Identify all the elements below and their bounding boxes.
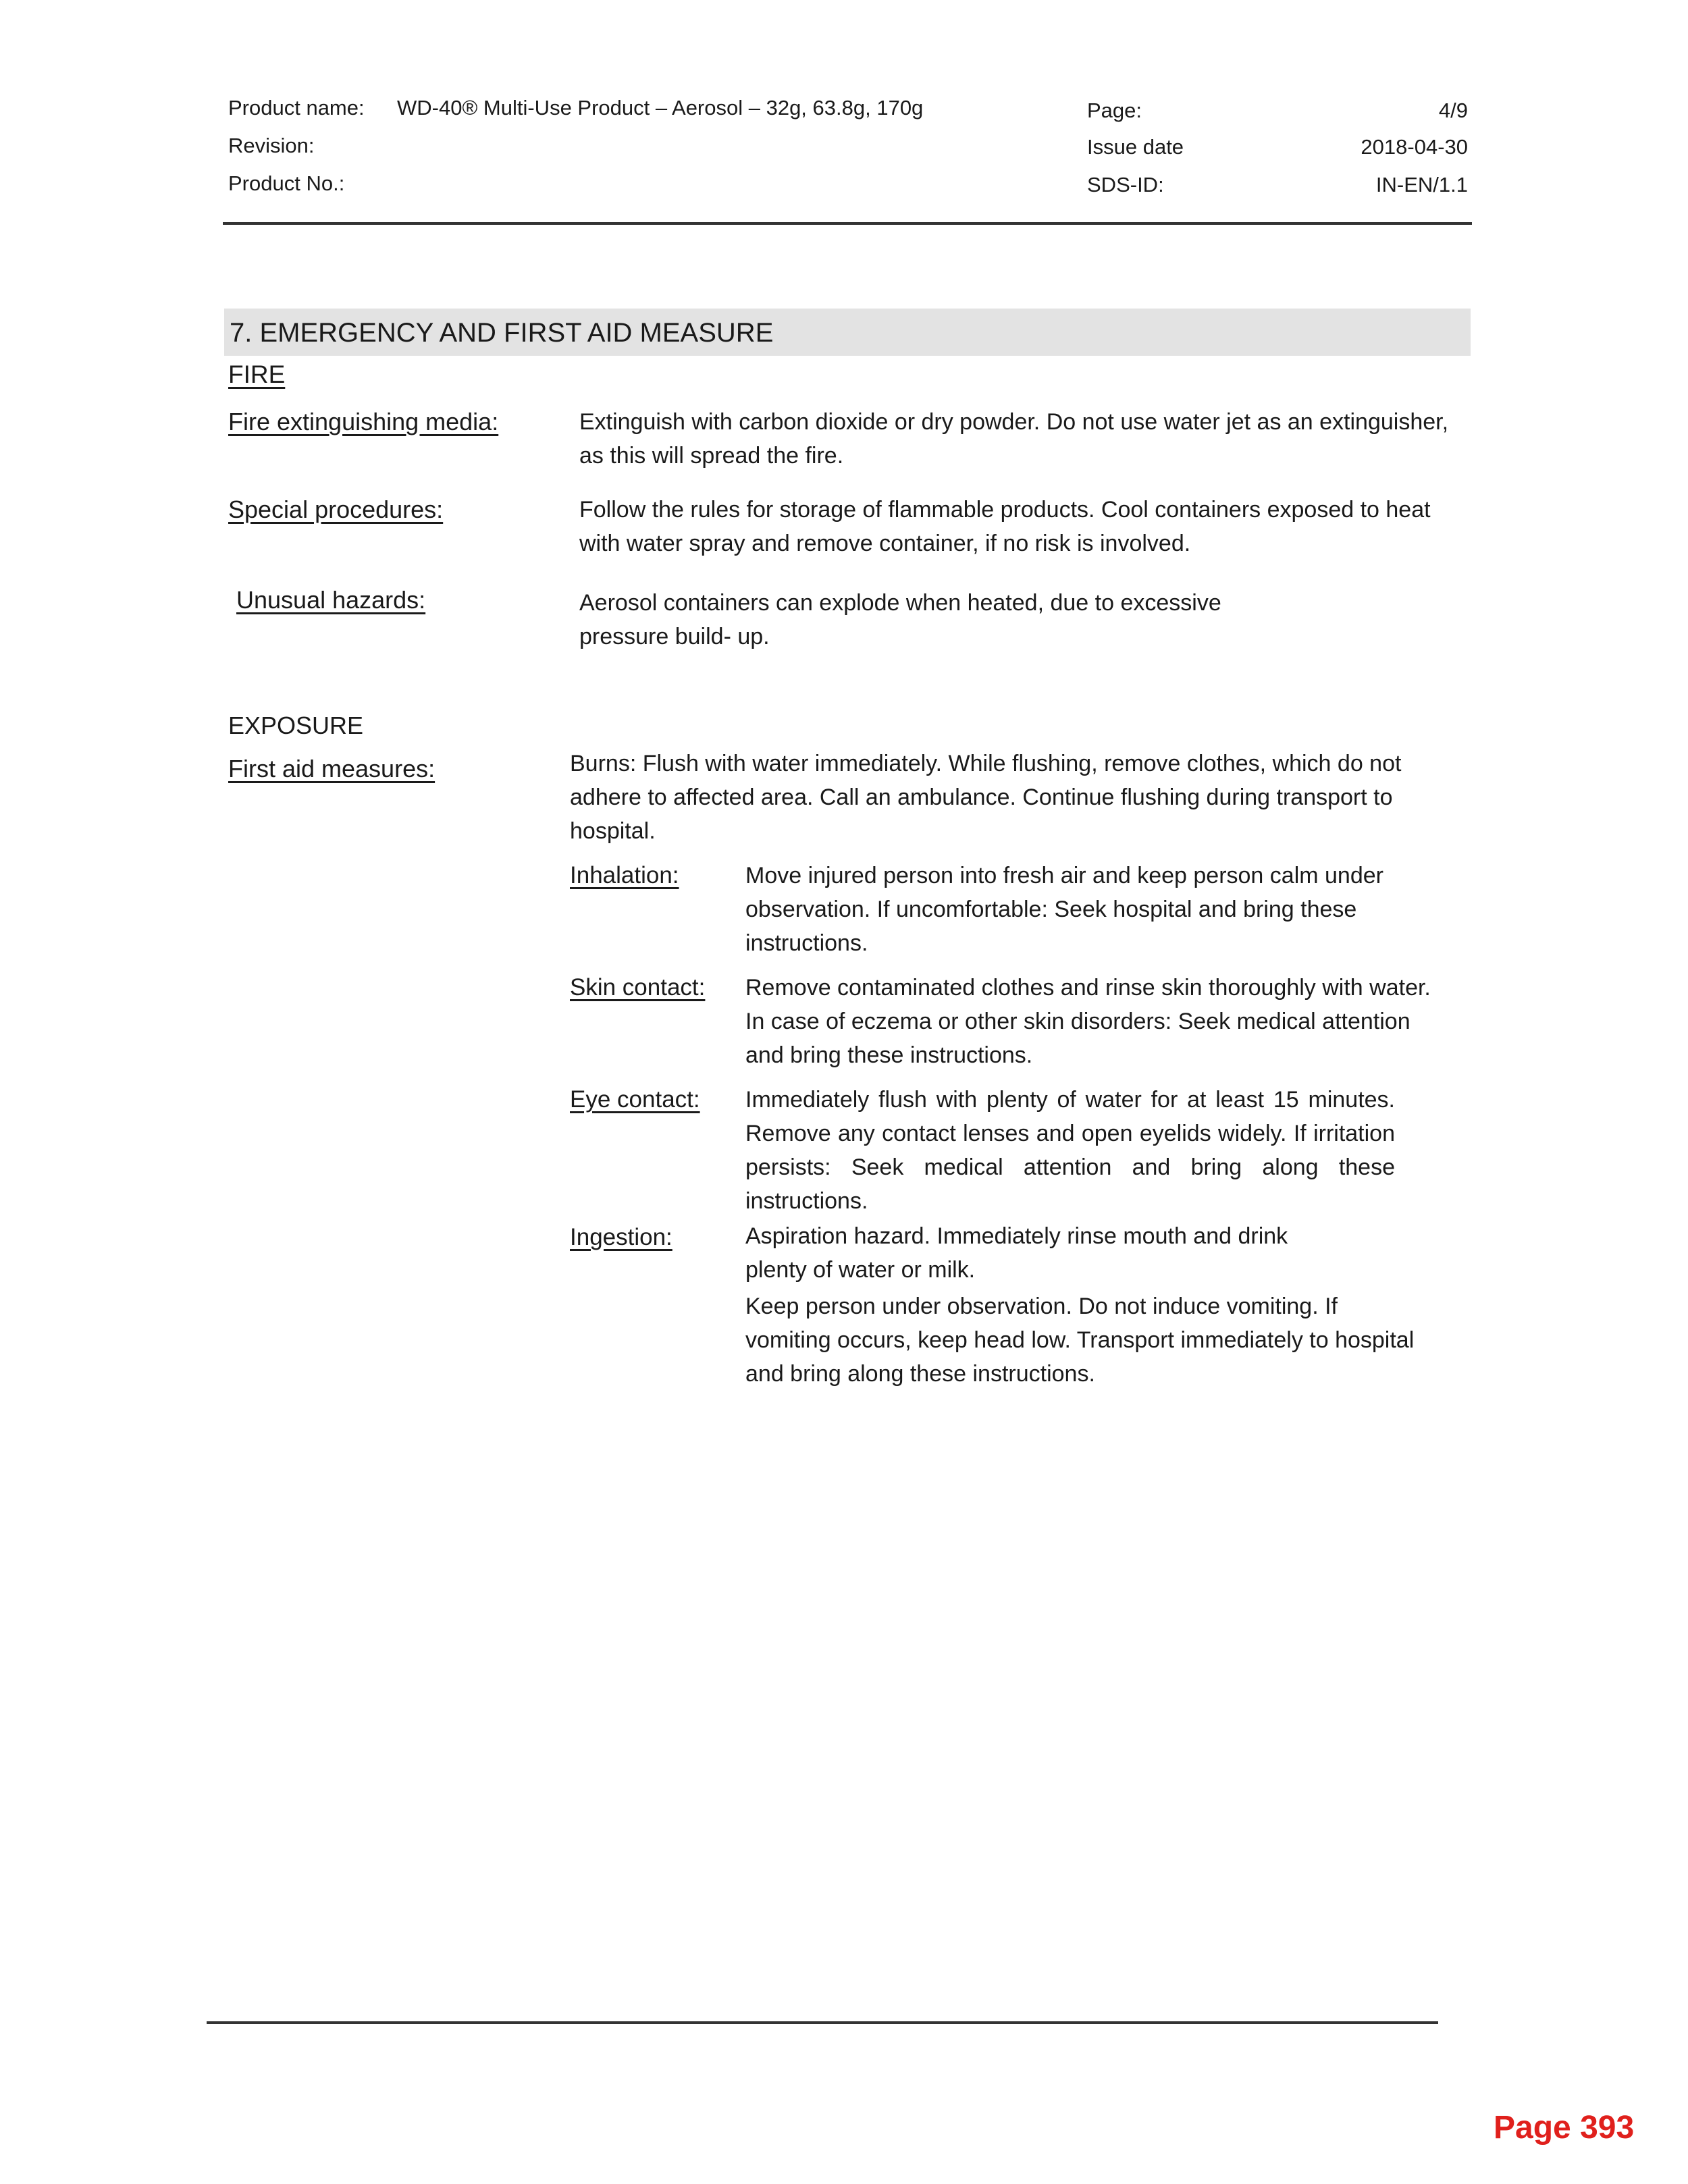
issue-date-label: Issue date	[1087, 135, 1184, 159]
special-procedures-text: Follow the rules for storage of flammable products. Cool containers exposed to heat with water spray and remove container, if no risk is involved.	[579, 497, 1431, 556]
issue-date-value: 2018-04-30	[1361, 135, 1468, 159]
burns-text: Burns: Flush with water immediately. While flushing, remove clothes, which do not adhere to affected area. Call an ambulance. Continue flushing during transport to hospital.	[570, 751, 1402, 844]
revision-label: Revision:	[228, 134, 315, 157]
inhalation-label: Inhalation:	[570, 862, 679, 888]
footer-divider	[207, 2021, 1438, 2024]
fire-extinguishing-media-label: Fire extinguishing media:	[228, 408, 499, 435]
fire-heading: FIRE	[228, 361, 286, 388]
eye-contact-label: Eye contact:	[570, 1086, 700, 1113]
exposure-heading: EXPOSURE	[228, 712, 364, 739]
first-aid-measures-label: First aid measures:	[228, 755, 436, 782]
unusual-hazards-text-line1: Aerosol containers can explode when heated, due to excessive	[579, 590, 1221, 616]
eye-contact-text: Immediately flush with plenty of water for at least 15 minutes. Remove any contact lenses and open eyelids widely. If irritation persists: Seek medical attention and bring along these instructions.	[745, 1087, 1395, 1214]
page-value: 4/9	[1438, 99, 1468, 122]
special-procedures-label: Special procedures:	[228, 496, 444, 523]
unusual-hazards-text-line2: pressure build- up.	[579, 624, 770, 649]
ingestion-text-line2: plenty of water or milk.	[745, 1257, 976, 1283]
ingestion-text-line1: Aspiration hazard. Immediately rinse mouth and drink	[745, 1223, 1288, 1249]
sds-id-value: IN-EN/1.1	[1375, 173, 1468, 196]
section-title: 7. EMERGENCY AND FIRST AID MEASURE	[230, 318, 774, 348]
product-name-label: Product name:	[228, 96, 365, 119]
inhalation-text: Move injured person into fresh air and keep person calm under observation. If uncomfortable: Seek hospital and bring these instructions.	[745, 863, 1383, 956]
skin-contact-label: Skin contact:	[570, 974, 706, 1001]
product-no-label: Product No.:	[228, 171, 345, 195]
skin-contact-text: Remove contaminated clothes and rinse skin thoroughly with water. In case of eczema or other skin disorders: Seek medical attention and bring these instructions.	[745, 975, 1431, 1068]
page-number-stamp: Page 393	[1494, 2110, 1635, 2146]
ingestion-text-para2: Keep person under observation. Do not induce vomiting. If vomiting occurs, keep head low. Transport immediately to hospital and bring along these instructions.	[745, 1294, 1415, 1387]
unusual-hazards-label: Unusual hazards:	[236, 586, 426, 614]
page-label: Page:	[1087, 99, 1142, 122]
ingestion-label: Ingestion:	[570, 1224, 672, 1250]
fire-extinguishing-media-text: Extinguish with carbon dioxide or dry powder. Do not use water jet as an extinguisher, as this will spread the fire.	[579, 409, 1449, 469]
sds-id-label: SDS-ID:	[1087, 173, 1164, 196]
product-name-value: WD-40® Multi-Use Product – Aerosol – 32g, 63.8g, 170g	[397, 96, 924, 119]
header-divider	[223, 222, 1472, 225]
